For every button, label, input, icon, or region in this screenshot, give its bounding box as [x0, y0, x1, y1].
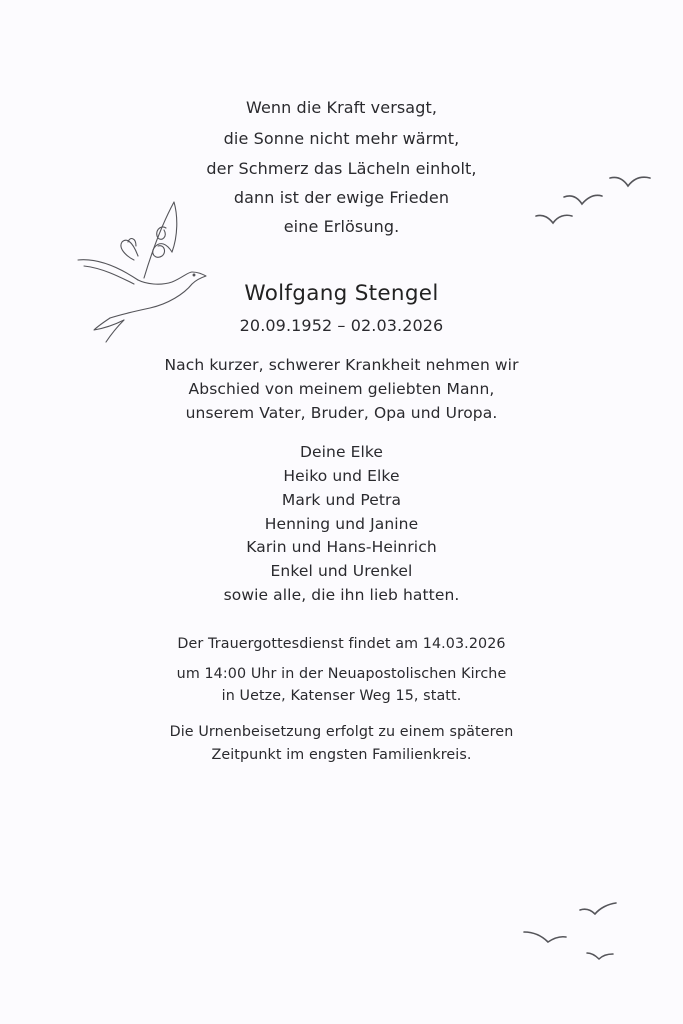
poem-line-2: die Sonne nicht mehr wärmt, [223, 129, 460, 148]
poem-line-5: eine Erlösung. [283, 217, 400, 236]
bird-icon [534, 211, 574, 229]
bird-icon [522, 928, 568, 948]
mourner-line-7: sowie alle, die ihn lieb hatten. [223, 586, 460, 604]
bird-icon [608, 172, 652, 192]
mourner-line-3: Mark und Petra [281, 491, 402, 509]
burial-line-1: Die Urnenbeisetzung erfolgt zu einem späteren [169, 724, 514, 740]
poem-line-1: Wenn die Kraft versagt, [245, 98, 438, 117]
bird-icon [578, 900, 618, 918]
poem-line-3: der Schmerz das Lächeln einholt, [206, 159, 477, 178]
service-line-1: Der Trauergottesdienst findet am 14.03.2026 [177, 636, 506, 652]
burial-line-2: Zeitpunkt im engsten Familienkreis. [211, 747, 472, 763]
bird-icon [562, 191, 604, 211]
mourner-line-1: Deine Elke [299, 443, 384, 461]
life-dates: 20.09.1952 – 02.03.2026 [239, 316, 444, 335]
announcement-line-1: Nach kurzer, schwerer Krankheit nehmen wir [164, 356, 519, 374]
mourner-line-4: Henning und Janine [264, 515, 419, 533]
mourner-line-2: Heiko und Elke [283, 467, 400, 485]
service-line-2: um 14:00 Uhr in der Neuapostolischen Kirche [176, 666, 507, 682]
service-line-3: in Uetze, Katenser Weg 15, statt. [221, 688, 462, 704]
deceased-name: Wolfgang Stengel [244, 281, 439, 306]
announcement-line-2: Abschied von meinem geliebten Mann, [188, 380, 495, 398]
poem-line-4: dann ist der ewige Frieden [233, 188, 450, 207]
announcement-line-3: unserem Vater, Bruder, Opa und Uropa. [185, 404, 498, 422]
mourner-line-5: Karin und Hans-Heinrich [246, 538, 437, 556]
mourner-line-6: Enkel und Urenkel [270, 562, 413, 580]
bird-icon [585, 948, 615, 964]
